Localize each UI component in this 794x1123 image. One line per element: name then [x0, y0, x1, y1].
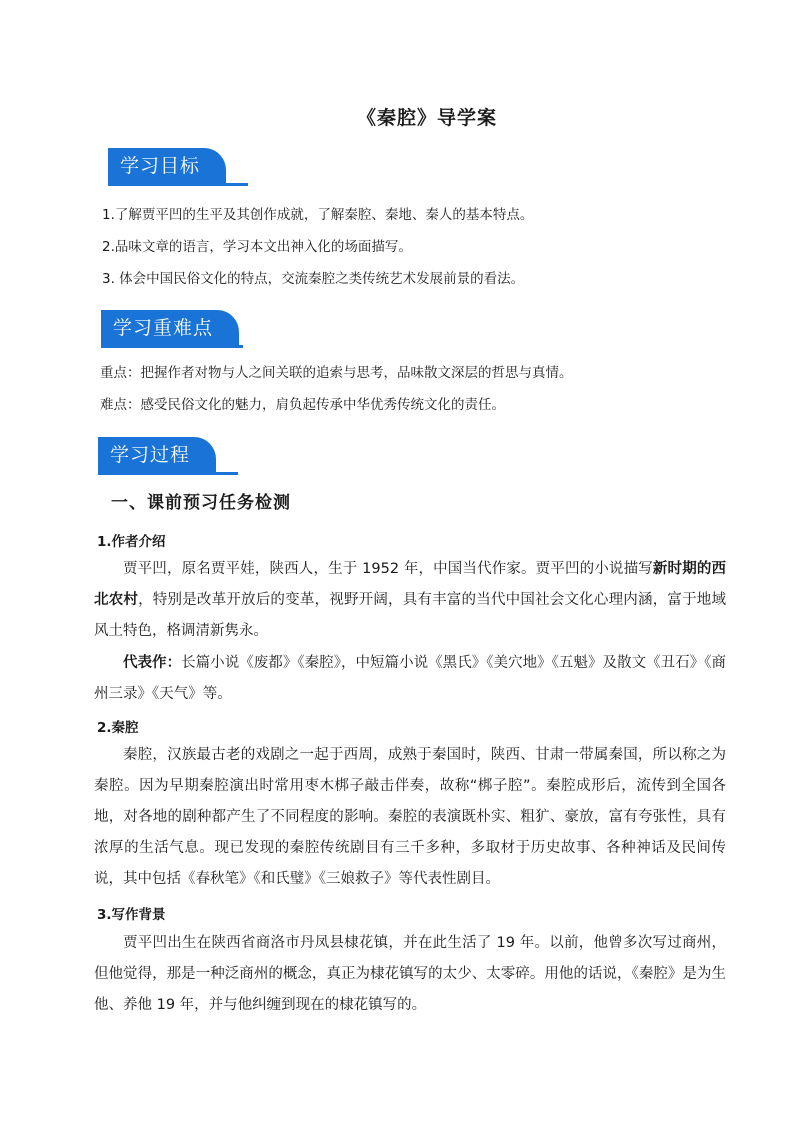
background-paragraph: 贾平凹出生在陕西省商洛市丹凤县棣花镇，并在此生活了 19 年。以前，他曾多次写过商州，但他觉得，那是一种泛商州的概念，真正为棣花镇写的太少、太零碎。用他的话说，《秦腔》是为生他、养他 19 年，并与他纠缠到现在的棣花镇写的。 — [94, 935, 726, 1013]
author-heading: 1.作者介绍 — [97, 534, 166, 550]
section-tab-goals — [108, 148, 248, 186]
author-text-b: ，特别是改革开放后的变革，视野开阔，具有丰富的当代中国社会文化心理内涵，富于地域风土特色，格调清新隽永。 — [94, 592, 726, 639]
author-text-bold: 新时期的西北农村 — [94, 561, 726, 608]
goal-item-2: 2.品味文章的语言，学习本文出神入化的场面描写。 — [102, 239, 412, 255]
keypoint-item-2: 难点：感受民俗文化的魅力，肩负起传承中华优秀传统文化的责任。 — [100, 397, 505, 413]
works-label: 代表作： — [123, 655, 182, 671]
qinqiang-paragraph: 秦腔，汉族最古老的戏剧之一起于西周，成熟于秦国时，陕西、甘肃一带属秦国，所以称之为秦腔。因为早期秦腔演出时常用枣木梆子敲击伴奏，故称“梆子腔”。秦腔成形后，流传到全国各地，对各地的剧种都产生了不同程度的影响。秦腔的表演既朴实、粗犷、豪放，富有夸张性，具有浓厚的生活气息。现已发现的秦腔传统剧目有三千多种，多取材于历史故事、各种神话及民间传说，其中包括《春秋笔》《和氏璧》《三娘救子》等代表性剧目。 — [94, 747, 726, 887]
section-heading-goals: 学习目标 — [108, 148, 226, 183]
qinqiang-heading: 2.秦腔 — [97, 720, 139, 736]
author-text-a: 贾平凹，原名贾平娃，陕西人，生于 1952 年，中国当代作家。贾平凹的小说描写 — [123, 561, 653, 577]
part1-title: 一、课前预习任务检测 — [111, 493, 291, 513]
section-tab-keypoints — [101, 310, 243, 348]
section-heading-process: 学习过程 — [98, 437, 216, 472]
works-paragraph — [94, 648, 726, 710]
section-tab-process — [98, 437, 238, 475]
keypoint-item-1: 重点：把握作者对物与人之间关联的追索与思考，品味散文深层的哲思与真情。 — [100, 365, 573, 381]
author-paragraph — [94, 554, 726, 647]
goal-item-1: 1.了解贾平凹的生平及其创作成就，了解秦腔、秦地、秦人的基本特点。 — [102, 207, 534, 223]
goal-item-3: 3. 体会中国民俗文化的特点，交流秦腔之类传统艺术发展前景的看法。 — [102, 271, 525, 287]
background-heading: 3.写作背景 — [97, 907, 166, 923]
works-text: 长篇小说《废都》《秦腔》，中短篇小说《黑氏》《美穴地》《五魁》及散文《丑石》《商州三录》《天气》等。 — [94, 655, 727, 702]
section-heading-keypoints: 学习重难点 — [101, 310, 239, 345]
document-title: 《秦腔》导学案 — [356, 107, 497, 129]
